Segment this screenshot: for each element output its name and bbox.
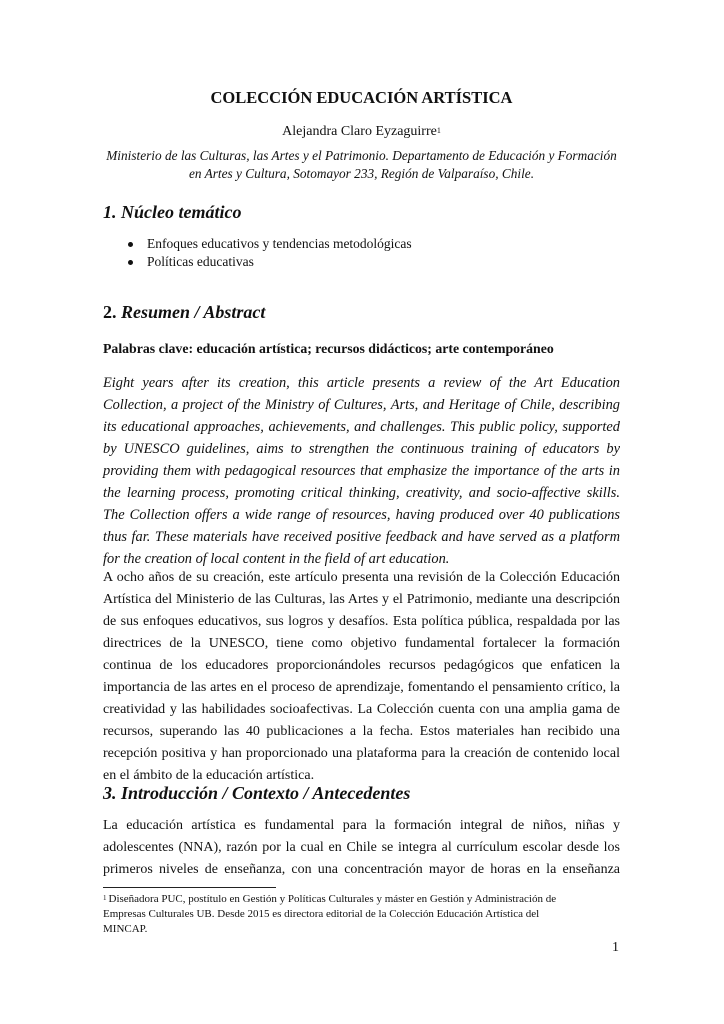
bullet-icon bbox=[128, 260, 133, 265]
affiliation bbox=[103, 147, 620, 183]
text-line: for the creation of local content in the field of art education. bbox=[103, 551, 450, 567]
page-number: 1 bbox=[612, 940, 619, 955]
text-line: Collection, a project of the Ministry of Cultures, Arts, and Heritage of Chile, describing bbox=[103, 397, 620, 413]
text-line: continua de los educadores proporcionándoles recursos pedagógicos que enfaticen la bbox=[103, 658, 620, 673]
introduction-paragraph bbox=[103, 815, 620, 881]
footnote bbox=[103, 892, 620, 937]
footnote-reference[interactable]: 1 bbox=[436, 126, 441, 135]
text-line: A ocho años de su creación, este artículo presenta una revisión de la Colección Educación bbox=[103, 570, 620, 585]
footnote-text: Diseñadora PUC, postítulo en Gestión y Políticas Culturales y máster en Gestión y Administración de bbox=[108, 893, 557, 905]
text-line: importancia de las artes en el proceso de aprendizaje, fomentando el pensamiento crítico, la bbox=[103, 680, 620, 695]
footnote-mark: 1 bbox=[103, 894, 107, 902]
text-line: en el ámbito de la educación artística. bbox=[103, 768, 315, 783]
text-line: its educational approaches, achievements, and challenges. This public policy, supported bbox=[103, 419, 620, 435]
text-line: de sus enfoques educativos, sus logros y desafíos. Esta política pública, respaldada por las bbox=[103, 614, 620, 629]
section-heading-introduccion: 3. Introducción / Contexto / Antecedentes bbox=[103, 783, 411, 803]
list-item bbox=[128, 253, 412, 271]
footnote-line bbox=[103, 892, 620, 907]
text-line: providing them with pedagogical resources that emphasize the importance of the arts in bbox=[103, 463, 620, 479]
author-name: Alejandra Claro Eyzaguirre bbox=[282, 124, 437, 139]
footnote-line: Empresas Culturales UB. Desde 2015 es directora editorial de la Colección Educación Artística del bbox=[103, 908, 540, 920]
text-line: Artística del Ministerio de las Culturas, las Artes y el Patrimonio, mediante una descripción bbox=[103, 592, 620, 607]
list-item bbox=[128, 235, 412, 253]
abstract-english bbox=[103, 372, 620, 570]
author-line bbox=[103, 123, 620, 140]
section-heading-resumen bbox=[103, 301, 265, 323]
text-line: thus far. These materials have received positive feedback and have served as a platform bbox=[103, 529, 620, 545]
text-line: primeros niveles de enseñanza, con una concentración mayor de horas en la enseñanza bbox=[103, 862, 620, 877]
list-item-text: Enfoques educativos y tendencias metodológicas bbox=[147, 236, 412, 251]
text-line: La educación artística es fundamental para la formación integral de niños, niñas y bbox=[103, 818, 620, 833]
keywords: Palabras clave: educación artística; recursos didácticos; arte contemporáneo bbox=[103, 341, 554, 356]
text-line: recursos, superando las 40 publicaciones a la fecha. Estos materiales han recibido una bbox=[103, 724, 620, 739]
affiliation-line: en Artes y Cultura, Sotomayor 233, Región de Valparaíso, Chile. bbox=[188, 166, 535, 181]
document-title: COLECCIÓN EDUCACIÓN ARTÍSTICA bbox=[210, 88, 513, 107]
topic-list bbox=[128, 235, 412, 271]
bullet-icon bbox=[128, 242, 133, 247]
affiliation-line: Ministerio de las Culturas, las Artes y el Patrimonio. Departamento de Educación y Formación bbox=[106, 148, 617, 163]
footnote-divider bbox=[103, 887, 276, 888]
section-number: 2. bbox=[103, 302, 117, 322]
text-line: by UNESCO guidelines, aims to strengthen the continuous training of educators by bbox=[103, 441, 620, 457]
section-heading-nucleo-tematico: 1. Núcleo temático bbox=[103, 202, 242, 222]
text-line: the learning process, promoting critical thinking, creativity, and socio-affective skills. bbox=[103, 485, 620, 501]
section-title: Resumen / Abstract bbox=[121, 302, 266, 322]
footnote-line: MINCAP. bbox=[103, 923, 148, 935]
text-line: The Collection offers a wide range of resources, having produced over 40 publications bbox=[103, 507, 620, 523]
text-line: Eight years after its creation, this article presents a review of the Art Education bbox=[103, 375, 620, 391]
text-line: creatividad y las habilidades socioafectivas. La Colección cuenta con una amplia gama de bbox=[103, 702, 620, 717]
text-line: adolescentes (NNA), razón por la cual en Chile se integra al currículum escolar desde los bbox=[103, 840, 620, 855]
text-line: directrices de la UNESCO, tiene como objetivo fundamental fortalecer la formación bbox=[103, 636, 620, 651]
text-line: recepción positiva y han proporcionado una plataforma para la creación de contenido local bbox=[103, 746, 620, 761]
list-item-text: Políticas educativas bbox=[147, 254, 254, 269]
abstract-spanish bbox=[103, 567, 620, 787]
